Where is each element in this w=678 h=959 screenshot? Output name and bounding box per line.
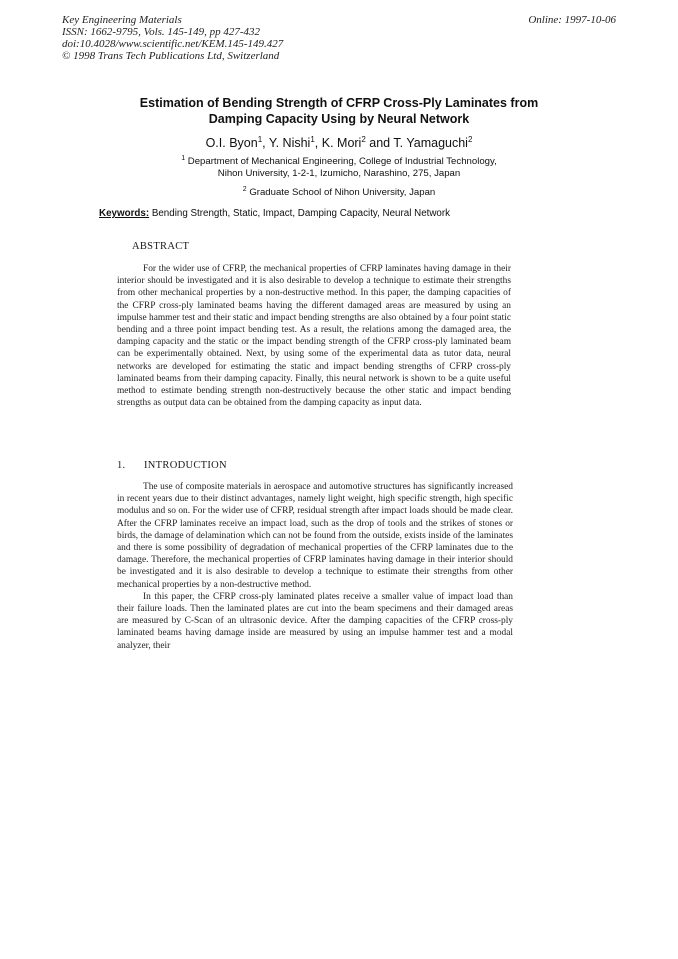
title-line-2: Damping Capacity Using by Neural Network <box>208 112 470 126</box>
journal-name: Key Engineering Materials <box>62 14 182 26</box>
journal-header <box>62 14 616 62</box>
author-separator: , <box>262 136 269 150</box>
online-date: Online: 1997-10-06 <box>528 14 616 26</box>
author-1: O.I. Byon <box>205 136 258 150</box>
section-title: INTRODUCTION <box>144 460 227 471</box>
author-separator: , <box>314 136 322 150</box>
abstract-paragraph: For the wider use of CFRP, the mechanical properties of CFRP laminates having damage in their interior should be investigated and it is also desirable to develop a technique to estimate their strengths from other mechanical properties by a non-destructive method. In this paper, the damping capacities of the CFRP cross-ply laminated beams having the different damaged areas are measured by using an impulse hammer test and their static and impact bending strengths are also obtained by a four point static bending and a three point impact bending test. As a result, the relations among the damaged area, the damping capacity and the static or the impact bending strength of the CFRP cross-ply laminated beam can be experimentally obtained. Next, by using some of the experimental data as tutor data, neural networks are developed for estimating the static and impact bending strengths of CFRP cross-ply laminated beams from their damping capacity. Finally, this neural network is shown to be a quite useful method to estimate bending strength non-destructively because the other static and impact bending strengths as output data can be obtained from the damping capacity as input data. <box>117 264 511 409</box>
author-2-affil: 1 <box>310 135 315 144</box>
abstract-heading: ABSTRACT <box>132 241 190 252</box>
affiliation-1-line-2: Nihon University, 1-2-1, Izumicho, Narashino, 275, Japan <box>217 168 461 179</box>
keywords <box>99 208 579 220</box>
introduction-paragraph-2: In this paper, the CFRP cross-ply laminated plates receive a smaller value of impact load than their failure loads. Then the laminated plates are cut into the beam specimens and their damaged areas are measured by C-Scan of an ultrasonic device. After the damping capacities of the CFRP cross-ply laminated beams having damage inside are measured by using an impulse hammer test and a modal analyzer, their <box>117 591 513 651</box>
author-list <box>100 135 578 151</box>
keywords-text: Bending Strength, Static, Impact, Damping Capacity, Neural Network <box>151 208 451 219</box>
author-1-affil: 1 <box>257 135 263 144</box>
title-line-1: Estimation of Bending Strength of CFRP Cross-Ply Laminates from <box>139 96 539 110</box>
affiliation-1-marker: 1 <box>181 155 186 162</box>
issn-line: ISSN: 1662-9795, Vols. 145-149, pp 427-432 <box>62 26 260 38</box>
affiliation-1 <box>100 156 578 180</box>
affiliation-2-text: Graduate School of Nihon University, Japan <box>249 187 436 198</box>
author-3-affil: 2 <box>361 135 366 144</box>
paper-title <box>100 95 578 127</box>
affiliation-2-marker: 2 <box>242 186 247 193</box>
author-2: Y. Nishi <box>268 136 311 150</box>
introduction-paragraph-1: The use of composite materials in aerospace and automotive structures has significantly increased in recent years due to their distinct advantages, namely light weight, high specific strength, high specific modulus and so on. For the wider use of CFRP, residual strength after impact loads should be made clear. After the CFRP laminates receive an impact load, such as the drop of tools and the strikes of stones or birds, the damage of delamination which can not be found from the outside, exists inside of the laminates and there is some possibility of degradation of mechanical properties of the CFRP laminates due to the damage. Therefore, the mechanical properties of CFRP laminates having damage in their interior should be investigated and it is also desirable to develop a technique to estimate their strengths from other mechanical properties by a non-destructive method. <box>117 482 513 590</box>
abstract-body <box>117 263 511 409</box>
author-3: K. Mori <box>321 136 362 150</box>
introduction-body <box>117 481 513 652</box>
affiliation-2 <box>100 187 578 199</box>
author-4-affil: 2 <box>467 135 473 144</box>
author-and: and <box>365 136 394 150</box>
doi-line: doi:10.4028/www.scientific.net/KEM.145-149.427 <box>62 38 284 50</box>
author-4: T. Yamaguchi <box>393 136 468 150</box>
affiliation-1-line-1: Department of Mechanical Engineering, College of Industrial Technology, <box>187 156 497 167</box>
keywords-label: Keywords: <box>99 208 150 219</box>
introduction-heading <box>117 460 227 472</box>
section-number: 1. <box>117 460 126 471</box>
copyright-line: © 1998 Trans Tech Publications Ltd, Switzerland <box>62 50 280 62</box>
